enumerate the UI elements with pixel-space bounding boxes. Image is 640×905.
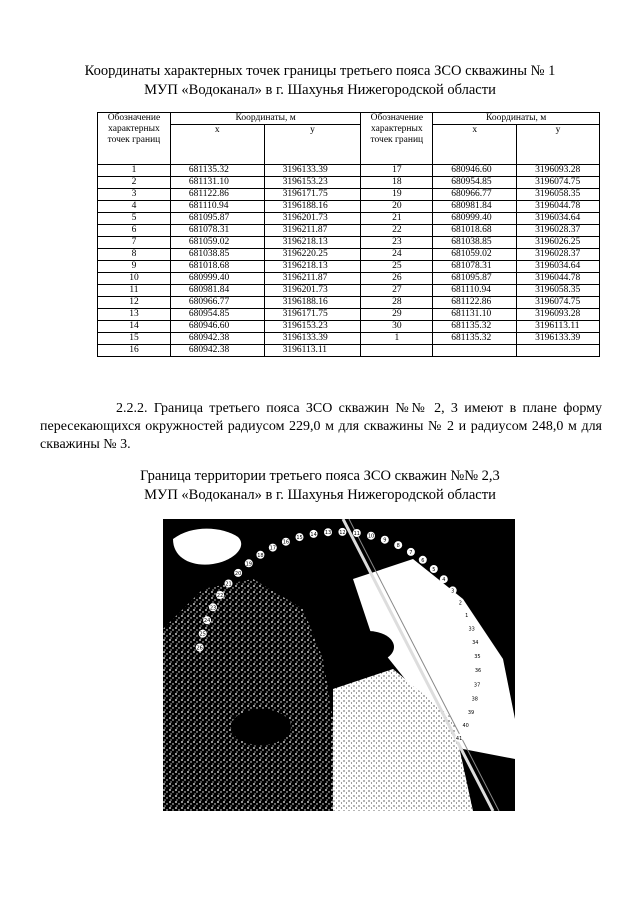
boundary-point-label: 39 (467, 710, 475, 716)
point-number-cell: 17 (361, 165, 433, 177)
boundary-point-label: 20 (234, 570, 242, 577)
coord-y-cell: 3196113.11 (517, 321, 600, 333)
coord-y-cell: 3196201.73 (264, 213, 361, 225)
coord-x-cell: 681038.85 (170, 249, 264, 261)
boundary-point-label: 41 (455, 735, 463, 742)
table-row (98, 225, 600, 237)
coord-y-cell: 3196133.39 (264, 165, 361, 177)
coord-x-cell: 680946.60 (170, 321, 264, 333)
coord-x-cell: 681110.94 (170, 201, 264, 213)
point-number-cell: 28 (361, 297, 433, 309)
coord-y-cell: 3196188.16 (264, 201, 361, 213)
coord-x-cell: 680981.84 (433, 201, 517, 213)
boundary-point-label: 12 (339, 529, 346, 536)
coord-x-cell: 681135.32 (433, 321, 517, 333)
point-number-cell: 18 (361, 177, 433, 189)
coord-y-cell: 3196188.16 (264, 297, 361, 309)
coord-y-cell: 3196153.23 (264, 321, 361, 333)
boundary-point-label: 26 (196, 645, 203, 652)
coord-x-cell: 681135.32 (433, 333, 517, 345)
point-number-cell: 12 (98, 297, 171, 309)
table-row (98, 273, 600, 285)
point-number-cell: 24 (361, 249, 433, 261)
boundary-point-label: 6 (421, 557, 425, 564)
coord-x-cell: 681095.87 (170, 213, 264, 225)
point-number-cell: 6 (98, 225, 171, 237)
point-number-cell: 10 (98, 273, 171, 285)
aerial-photo (163, 519, 515, 811)
header-coords-left: Координаты, м (170, 113, 361, 125)
coord-y-cell: 3196028.37 (517, 225, 600, 237)
coord-x-cell: 681059.02 (433, 249, 517, 261)
table-body (98, 165, 600, 357)
coord-x-cell: 681122.86 (433, 297, 517, 309)
coord-y-cell: 3196044.78 (517, 273, 600, 285)
boundary-point-label: 8 (396, 543, 400, 550)
point-number-cell: 21 (361, 213, 433, 225)
coord-y-cell: 3196218.13 (264, 237, 361, 249)
coord-x-cell: 680999.40 (170, 273, 264, 285)
coord-x-cell: 681078.31 (433, 261, 517, 273)
table-row (98, 213, 600, 225)
coord-y-cell: 3196093.28 (517, 309, 600, 321)
header-coords-right: Координаты, м (433, 113, 600, 125)
boundary-point-label: 3 (451, 588, 455, 595)
coord-y-cell: 3196034.64 (517, 213, 600, 225)
coord-y-cell: 3196058.35 (517, 189, 600, 201)
boundary-point-label: 9 (383, 537, 387, 544)
coord-y-cell: 3196218.13 (264, 261, 361, 273)
coord-x-cell: 681059.02 (170, 237, 264, 249)
boundary-point-label: 24 (203, 618, 211, 625)
point-number-cell: 14 (98, 321, 171, 333)
boundary-point-label: 19 (245, 561, 252, 568)
point-number-cell: 2 (98, 177, 171, 189)
coord-y-cell: 3196113.11 (264, 345, 361, 357)
header-point-left: Обозначение характерных точек границ (98, 113, 171, 165)
coord-x-cell: 681018.68 (170, 261, 264, 273)
boundary-point-label: 10 (367, 533, 375, 540)
table-row (98, 333, 600, 345)
boundary-point-label: 1 (465, 613, 469, 620)
boundary-point-label: 37 (473, 682, 481, 689)
coord-y-cell: 3196044.78 (517, 201, 600, 213)
coord-y-cell: 3196026.25 (517, 237, 600, 249)
boundary-point-label: 13 (324, 530, 332, 537)
table-row (98, 177, 600, 189)
coord-y-cell: 3196211.87 (264, 273, 361, 285)
table-row (98, 189, 600, 201)
table-row (98, 285, 600, 297)
table-subheader-row (98, 125, 600, 165)
coord-y-cell: 3196058.35 (517, 285, 600, 297)
header-x-right: x (433, 125, 517, 165)
point-number-cell: 7 (98, 237, 171, 249)
boundary-point-label: 5 (432, 567, 436, 573)
boundary-point-label: 16 (282, 539, 290, 546)
table-row (98, 261, 600, 273)
point-number-cell: 29 (361, 309, 433, 321)
point-number-cell: 1 (98, 165, 171, 177)
boundary-point-label: 2 (458, 600, 462, 607)
table-row (98, 321, 600, 333)
point-number-cell: 27 (361, 285, 433, 297)
coord-y-cell: 3196093.28 (517, 165, 600, 177)
boundary-point-label: 36 (474, 668, 482, 675)
coord-x-cell: 680946.60 (433, 165, 517, 177)
point-number-cell: 25 (361, 261, 433, 273)
coord-x-cell: 681110.94 (433, 285, 517, 297)
point-number-cell: 15 (98, 333, 171, 345)
coord-x-cell: 681131.10 (170, 177, 264, 189)
boundary-point-label: 18 (257, 552, 264, 559)
point-number-cell: 4 (98, 201, 171, 213)
point-number-cell: 26 (361, 273, 433, 285)
table-row (98, 201, 600, 213)
coord-y-cell: 3196034.64 (517, 261, 600, 273)
boundary-point-label: 33 (468, 626, 475, 633)
point-number-cell: 3 (98, 189, 171, 201)
boundary-point-label: 35 (474, 654, 481, 661)
coord-x-cell: 680954.85 (170, 309, 264, 321)
boundary-point-label: 25 (199, 631, 206, 638)
coord-y-cell: 3196211.87 (264, 225, 361, 237)
boundary-point-label: 15 (296, 535, 303, 542)
table-title-line-2: МУП «Водоканал» в г. Шахунья Нижегородской области (144, 82, 496, 98)
boundary-point-label: 22 (216, 593, 224, 599)
coord-y-cell: 3196201.73 (264, 285, 361, 297)
table-row (98, 165, 600, 177)
point-number-cell: 1 (361, 333, 433, 345)
coord-x-cell: 681078.31 (170, 225, 264, 237)
map-title-line-1: Граница территории третьего пояса ЗСО скважин №№ 2,3 (140, 468, 500, 484)
coord-y-cell: 3196171.75 (264, 189, 361, 201)
coord-x-cell (433, 345, 517, 357)
coord-x-cell: 681131.10 (433, 309, 517, 321)
boundary-point-label: 4 (442, 577, 446, 584)
coord-y-cell: 3196133.39 (517, 333, 600, 345)
point-number-cell: 22 (361, 225, 433, 237)
coord-y-cell: 3196171.75 (264, 309, 361, 321)
coord-x-cell: 681018.68 (433, 225, 517, 237)
coord-x-cell: 680942.38 (170, 333, 264, 345)
map-title-line-2: МУП «Водоканал» в г. Шахунья Нижегородской области (144, 487, 496, 503)
point-number-cell: 16 (98, 345, 171, 357)
coord-y-cell: 3196220.25 (264, 249, 361, 261)
table-header-row (98, 113, 600, 125)
point-number-cell: 5 (98, 213, 171, 225)
boundary-point-label: 40 (462, 723, 469, 730)
coord-y-cell: 3196028.37 (517, 249, 600, 261)
coord-y-cell: 3196133.39 (264, 333, 361, 345)
coord-x-cell: 681135.32 (170, 165, 264, 177)
aerial-photo-image (163, 519, 515, 811)
boundary-point-label: 38 (471, 696, 478, 703)
coord-x-cell: 680954.85 (433, 177, 517, 189)
point-number-cell: 23 (361, 237, 433, 249)
table-title (0, 62, 640, 100)
boundary-point-label: 7 (409, 549, 413, 556)
point-number-cell: 9 (98, 261, 171, 273)
boundary-point-label: 11 (353, 531, 360, 537)
point-number-cell: 8 (98, 249, 171, 261)
coord-x-cell: 680942.38 (170, 345, 264, 357)
table-row (98, 309, 600, 321)
point-number-cell: 19 (361, 189, 433, 201)
coord-x-cell: 680966.77 (433, 189, 517, 201)
table-title-line-1: Координаты характерных точек границы третьего пояса ЗСО скважины № 1 (84, 63, 556, 79)
paragraph-text: 2.2.2. Граница третьего пояса ЗСО скважин №№ 2, 3 имеют в плане форму пересекающихся окружностей радиусом 229,0 м для скважины № 2 и радиусом 248,0 м для скважины № 3. (40, 401, 602, 452)
header-y-left: y (264, 125, 361, 165)
boundary-point-label: 17 (269, 545, 276, 552)
table-row (98, 237, 600, 249)
coord-x-cell: 681095.87 (433, 273, 517, 285)
coord-y-cell: 3196074.75 (517, 297, 600, 309)
section-paragraph (40, 400, 602, 454)
table-row (98, 345, 600, 357)
point-number-cell: 30 (361, 321, 433, 333)
coord-x-cell: 680999.40 (433, 213, 517, 225)
boundary-point-label: 34 (472, 640, 479, 647)
coord-x-cell: 680966.77 (170, 297, 264, 309)
boundary-point-label: 23 (209, 605, 217, 612)
coordinates-table (97, 112, 600, 357)
point-number-cell (361, 345, 433, 357)
coord-y-cell (517, 345, 600, 357)
coord-y-cell: 3196153.23 (264, 177, 361, 189)
coord-x-cell: 680981.84 (170, 285, 264, 297)
point-number-cell: 13 (98, 309, 171, 321)
map-title (0, 467, 640, 505)
header-y-right: y (517, 125, 600, 165)
point-number-cell: 20 (361, 201, 433, 213)
coord-x-cell: 681038.85 (433, 237, 517, 249)
point-number-cell: 11 (98, 285, 171, 297)
coord-x-cell: 681122.86 (170, 189, 264, 201)
boundary-point-label: 21 (225, 581, 232, 588)
header-x-left: x (170, 125, 264, 165)
table-row (98, 249, 600, 261)
header-point-right: Обозначение характерных точек границ (361, 113, 433, 165)
boundary-point-label: 14 (310, 531, 317, 538)
table-row (98, 297, 600, 309)
coord-y-cell: 3196074.75 (517, 177, 600, 189)
